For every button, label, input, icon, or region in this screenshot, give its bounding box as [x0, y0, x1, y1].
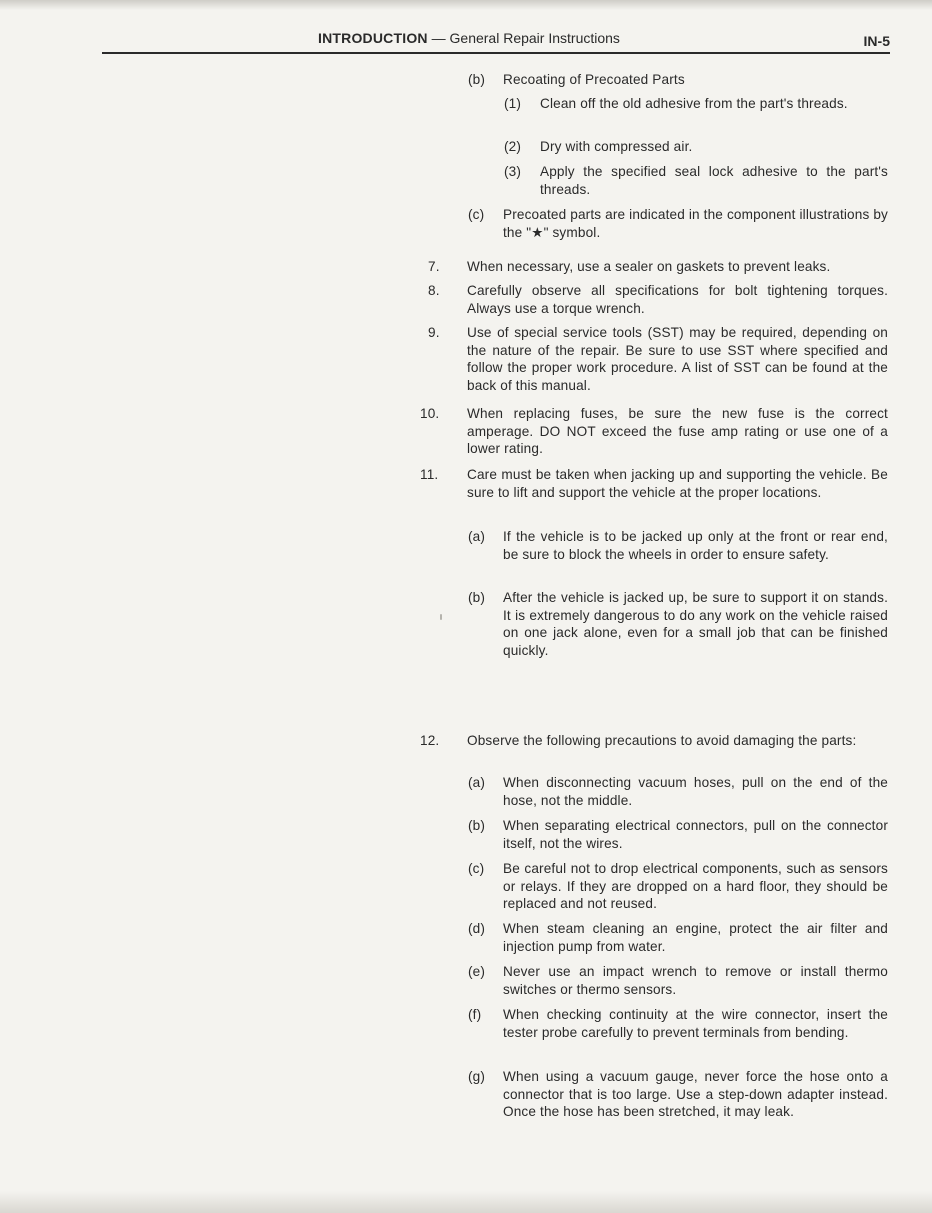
- page-top-edge: [0, 0, 932, 10]
- item-text: Use of special service tools (SST) may be required, depending on the nature of the repair. Be sure to use SST where specified and follow the proper work procedure. A list of SST can be found at the back of this manual.: [467, 325, 888, 393]
- numbered-item-7: [428, 258, 888, 276]
- item-text: Recoating of Precoated Parts: [503, 72, 685, 87]
- sub-item-label: (b): [468, 590, 486, 605]
- numbered-item-11: [420, 466, 888, 501]
- sub-item-label: (b): [468, 818, 486, 833]
- item-number: 11.: [420, 467, 439, 482]
- step-text: Apply the specified seal lock adhesive to the part's threads.: [540, 164, 888, 197]
- header-dash: —: [431, 30, 446, 46]
- list-item-b-recoating: [468, 71, 888, 89]
- sub-item-text: When using a vacuum gauge, never force the hose onto a connector that is too large. Use a step-down adapter instead. Once the hose has been stretched, it may leak.: [503, 1069, 888, 1119]
- list-item-c-precoated: [468, 206, 888, 241]
- item-text: Care must be taken when jacking up and supporting the vehicle. Be sure to lift and support the vehicle at the proper locations.: [467, 467, 888, 500]
- step-2: [504, 138, 888, 156]
- sub-item-11a: [468, 528, 888, 563]
- sub-item-text: After the vehicle is jacked up, be sure to support it on stands. It is extremely dangerous to do any work on the vehicle raised on one jack alone, even for a small job that can be finished quickly.: [503, 590, 888, 658]
- running-header: [318, 30, 620, 46]
- step-label: (3): [504, 164, 522, 179]
- sub-item-text: When checking continuity at the wire connector, insert the tester probe carefully to prevent terminals from bending.: [503, 1007, 888, 1040]
- step-label: (2): [504, 139, 522, 154]
- step-3: [504, 163, 888, 198]
- item-text: Carefully observe all specifications for bolt tightening torques. Always use a torque wrench.: [467, 283, 888, 316]
- item-label: (b): [468, 72, 486, 87]
- sub-item-12a: [468, 774, 888, 809]
- item-label: (c): [468, 207, 485, 222]
- sub-item-label: (e): [468, 964, 486, 979]
- sub-item-label: (g): [468, 1069, 486, 1084]
- item-text: Observe the following precautions to avoid damaging the parts:: [467, 733, 857, 748]
- item-number: 10.: [420, 406, 440, 421]
- sub-item-12c: [468, 860, 888, 913]
- numbered-item-9: [428, 324, 888, 394]
- paper-speck: [440, 614, 442, 620]
- step-text: Dry with compressed air.: [540, 139, 693, 154]
- sub-item-text: Be careful not to drop electrical components, such as sensors or relays. If they are dropped on a hard floor, they should be replaced and not reused.: [503, 861, 888, 911]
- page-bottom-edge: [0, 1191, 932, 1213]
- sub-item-label: (a): [468, 529, 486, 544]
- sub-item-text: When separating electrical connectors, pull on the connector itself, not the wires.: [503, 818, 888, 851]
- sub-item-text: If the vehicle is to be jacked up only at the front or rear end, be sure to block the wheels in order to ensure safety.: [503, 529, 888, 562]
- step-1: [504, 95, 888, 113]
- item-number: 7.: [428, 259, 440, 274]
- sub-item-12f: [468, 1006, 888, 1041]
- sub-item-label: (a): [468, 775, 486, 790]
- section-subtitle: General Repair Instructions: [449, 30, 620, 46]
- step-text: Clean off the old adhesive from the part's threads.: [540, 96, 848, 111]
- header-rule: [102, 52, 890, 54]
- section-title: INTRODUCTION: [318, 30, 428, 46]
- sub-item-label: (c): [468, 861, 485, 876]
- item-number: 12.: [420, 733, 440, 748]
- item-number: 8.: [428, 283, 440, 298]
- item-text: When necessary, use a sealer on gaskets to prevent leaks.: [467, 259, 831, 274]
- sub-item-12b: [468, 817, 888, 852]
- sub-item-12e: [468, 963, 888, 998]
- sub-item-11b: [468, 589, 888, 659]
- sub-item-text: When steam cleaning an engine, protect the air filter and injection pump from water.: [503, 921, 888, 954]
- sub-item-label: (f): [468, 1007, 482, 1022]
- sub-item-12g: [468, 1068, 888, 1121]
- item-number: 9.: [428, 325, 440, 340]
- sub-item-label: (d): [468, 921, 486, 936]
- sub-item-text: When disconnecting vacuum hoses, pull on the end of the hose, not the middle.: [503, 775, 888, 808]
- page-number: IN-5: [863, 33, 890, 49]
- item-text: Precoated parts are indicated in the component illustrations by the "★" symbol.: [503, 207, 889, 240]
- numbered-item-10: [420, 405, 888, 458]
- sub-item-text: Never use an impact wrench to remove or install thermo switches or thermo sensors.: [503, 964, 888, 997]
- sub-item-12d: [468, 920, 888, 955]
- item-text: When replacing fuses, be sure the new fuse is the correct amperage. DO NOT exceed the fuse amp rating or use one of a lower rating.: [467, 406, 888, 456]
- numbered-item-8: [428, 282, 888, 317]
- numbered-item-12: [420, 732, 888, 750]
- step-label: (1): [504, 96, 522, 111]
